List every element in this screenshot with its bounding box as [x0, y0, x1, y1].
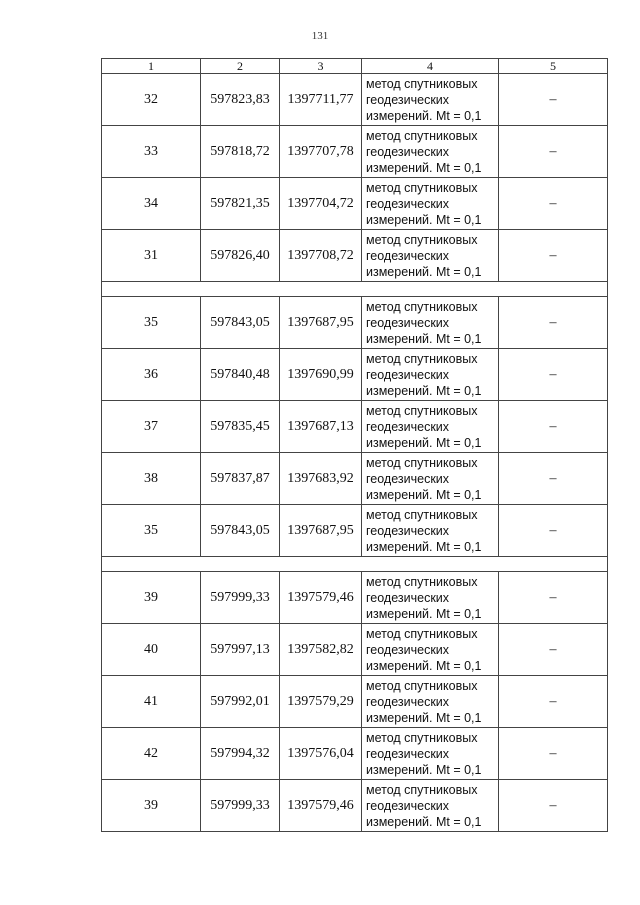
- coordinate-x: 597835,45: [201, 401, 280, 453]
- coordinate-x: 597997,13: [201, 624, 280, 676]
- coordinate-x: 597837,87: [201, 453, 280, 505]
- group-separator-row: [102, 282, 608, 297]
- method-cell: [362, 728, 499, 780]
- method-line: геодезических: [366, 144, 450, 159]
- method-line: измерений. Mt = 0,1: [366, 160, 482, 175]
- point-number: 40: [102, 624, 201, 676]
- method-line: метод спутниковых: [366, 76, 478, 91]
- table-row: [102, 349, 608, 401]
- coordinate-y: 1397579,46: [280, 572, 362, 624]
- point-number: 41: [102, 676, 201, 728]
- method-cell: [362, 453, 499, 505]
- error-value: –: [499, 297, 608, 349]
- coordinate-y: 1397687,95: [280, 297, 362, 349]
- coordinate-x: 597818,72: [201, 126, 280, 178]
- error-value: –: [499, 74, 608, 126]
- method-cell: [362, 230, 499, 282]
- error-value: –: [499, 401, 608, 453]
- method-line: измерений. Mt = 0,1: [366, 814, 482, 829]
- table-row: [102, 572, 608, 624]
- coordinate-x: 597821,35: [201, 178, 280, 230]
- point-number: 37: [102, 401, 201, 453]
- method-line: геодезических: [366, 419, 450, 434]
- point-number: 32: [102, 74, 201, 126]
- method-line: измерений. Mt = 0,1: [366, 710, 482, 725]
- method-line: метод спутниковых: [366, 232, 478, 247]
- method-line: метод спутниковых: [366, 128, 478, 143]
- point-number: 33: [102, 126, 201, 178]
- separator-cell: [102, 282, 608, 297]
- method-line: измерений. Mt = 0,1: [366, 762, 482, 777]
- error-value: –: [499, 453, 608, 505]
- coordinate-y: 1397707,78: [280, 126, 362, 178]
- method-cell: [362, 349, 499, 401]
- column-header: 4: [362, 59, 499, 74]
- method-cell: [362, 624, 499, 676]
- method-line: измерений. Mt = 0,1: [366, 264, 482, 279]
- method-cell: [362, 401, 499, 453]
- table-row: [102, 728, 608, 780]
- header-row: [102, 59, 608, 74]
- method-line: геодезических: [366, 196, 450, 211]
- method-line: измерений. Mt = 0,1: [366, 487, 482, 502]
- method-cell: [362, 74, 499, 126]
- column-header: 2: [201, 59, 280, 74]
- coordinate-y: 1397683,92: [280, 453, 362, 505]
- method-cell: [362, 126, 499, 178]
- point-number: 35: [102, 297, 201, 349]
- method-line: геодезических: [366, 92, 450, 107]
- method-line: метод спутниковых: [366, 678, 478, 693]
- method-line: геодезических: [366, 694, 450, 709]
- method-line: измерений. Mt = 0,1: [366, 539, 482, 554]
- coordinates-table: [101, 58, 608, 832]
- method-cell: [362, 297, 499, 349]
- column-header: 3: [280, 59, 362, 74]
- method-line: измерений. Mt = 0,1: [366, 606, 482, 621]
- coordinate-y: 1397708,72: [280, 230, 362, 282]
- coordinate-y: 1397582,82: [280, 624, 362, 676]
- separator-cell: [102, 557, 608, 572]
- method-line: геодезических: [366, 315, 450, 330]
- table-row: [102, 178, 608, 230]
- coordinate-x: 597992,01: [201, 676, 280, 728]
- method-line: геодезических: [366, 248, 450, 263]
- coordinate-x: 597999,33: [201, 780, 280, 832]
- method-line: метод спутниковых: [366, 730, 478, 745]
- method-cell: [362, 178, 499, 230]
- method-line: геодезических: [366, 590, 450, 605]
- coordinate-y: 1397579,46: [280, 780, 362, 832]
- method-cell: [362, 505, 499, 557]
- coordinate-x: 597994,32: [201, 728, 280, 780]
- point-number: 42: [102, 728, 201, 780]
- point-number: 34: [102, 178, 201, 230]
- coordinate-x: 597843,05: [201, 505, 280, 557]
- error-value: –: [499, 230, 608, 282]
- method-line: метод спутниковых: [366, 507, 478, 522]
- error-value: –: [499, 349, 608, 401]
- coordinate-x: 597843,05: [201, 297, 280, 349]
- table-row: [102, 624, 608, 676]
- method-line: метод спутниковых: [366, 626, 478, 641]
- column-header: 1: [102, 59, 201, 74]
- method-line: геодезических: [366, 471, 450, 486]
- table-row: [102, 126, 608, 178]
- method-cell: [362, 572, 499, 624]
- coordinate-y: 1397690,99: [280, 349, 362, 401]
- method-line: метод спутниковых: [366, 299, 478, 314]
- column-header: 5: [499, 59, 608, 74]
- coordinate-y: 1397579,29: [280, 676, 362, 728]
- method-line: геодезических: [366, 523, 450, 538]
- point-number: 38: [102, 453, 201, 505]
- table-row: [102, 401, 608, 453]
- point-number: 39: [102, 780, 201, 832]
- table-row: [102, 676, 608, 728]
- method-line: метод спутниковых: [366, 455, 478, 470]
- method-line: метод спутниковых: [366, 574, 478, 589]
- coordinate-x: 597999,33: [201, 572, 280, 624]
- method-line: измерений. Mt = 0,1: [366, 212, 482, 227]
- method-line: измерений. Mt = 0,1: [366, 108, 482, 123]
- method-line: геодезических: [366, 642, 450, 657]
- table-row: [102, 230, 608, 282]
- error-value: –: [499, 624, 608, 676]
- table-row: [102, 453, 608, 505]
- method-line: измерений. Mt = 0,1: [366, 658, 482, 673]
- coordinate-y: 1397576,04: [280, 728, 362, 780]
- method-line: метод спутниковых: [366, 782, 478, 797]
- table-row: [102, 74, 608, 126]
- error-value: –: [499, 178, 608, 230]
- method-line: геодезических: [366, 798, 450, 813]
- point-number: 39: [102, 572, 201, 624]
- table-row: [102, 505, 608, 557]
- error-value: –: [499, 126, 608, 178]
- method-line: измерений. Mt = 0,1: [366, 383, 482, 398]
- method-line: измерений. Mt = 0,1: [366, 331, 482, 346]
- method-line: метод спутниковых: [366, 403, 478, 418]
- coordinate-y: 1397687,95: [280, 505, 362, 557]
- error-value: –: [499, 728, 608, 780]
- table-row: [102, 297, 608, 349]
- coordinate-y: 1397704,72: [280, 178, 362, 230]
- method-line: метод спутниковых: [366, 351, 478, 366]
- method-line: метод спутниковых: [366, 180, 478, 195]
- coordinate-x: 597823,83: [201, 74, 280, 126]
- coordinate-x: 597826,40: [201, 230, 280, 282]
- method-line: измерений. Mt = 0,1: [366, 435, 482, 450]
- method-cell: [362, 780, 499, 832]
- table-row: [102, 780, 608, 832]
- method-line: геодезических: [366, 367, 450, 382]
- method-cell: [362, 676, 499, 728]
- point-number: 31: [102, 230, 201, 282]
- point-number: 35: [102, 505, 201, 557]
- error-value: –: [499, 676, 608, 728]
- page-number: 131: [311, 30, 329, 42]
- error-value: –: [499, 572, 608, 624]
- coordinate-y: 1397687,13: [280, 401, 362, 453]
- coordinate-y: 1397711,77: [280, 74, 362, 126]
- group-separator-row: [102, 557, 608, 572]
- error-value: –: [499, 505, 608, 557]
- point-number: 36: [102, 349, 201, 401]
- error-value: –: [499, 780, 608, 832]
- coordinate-x: 597840,48: [201, 349, 280, 401]
- method-line: геодезических: [366, 746, 450, 761]
